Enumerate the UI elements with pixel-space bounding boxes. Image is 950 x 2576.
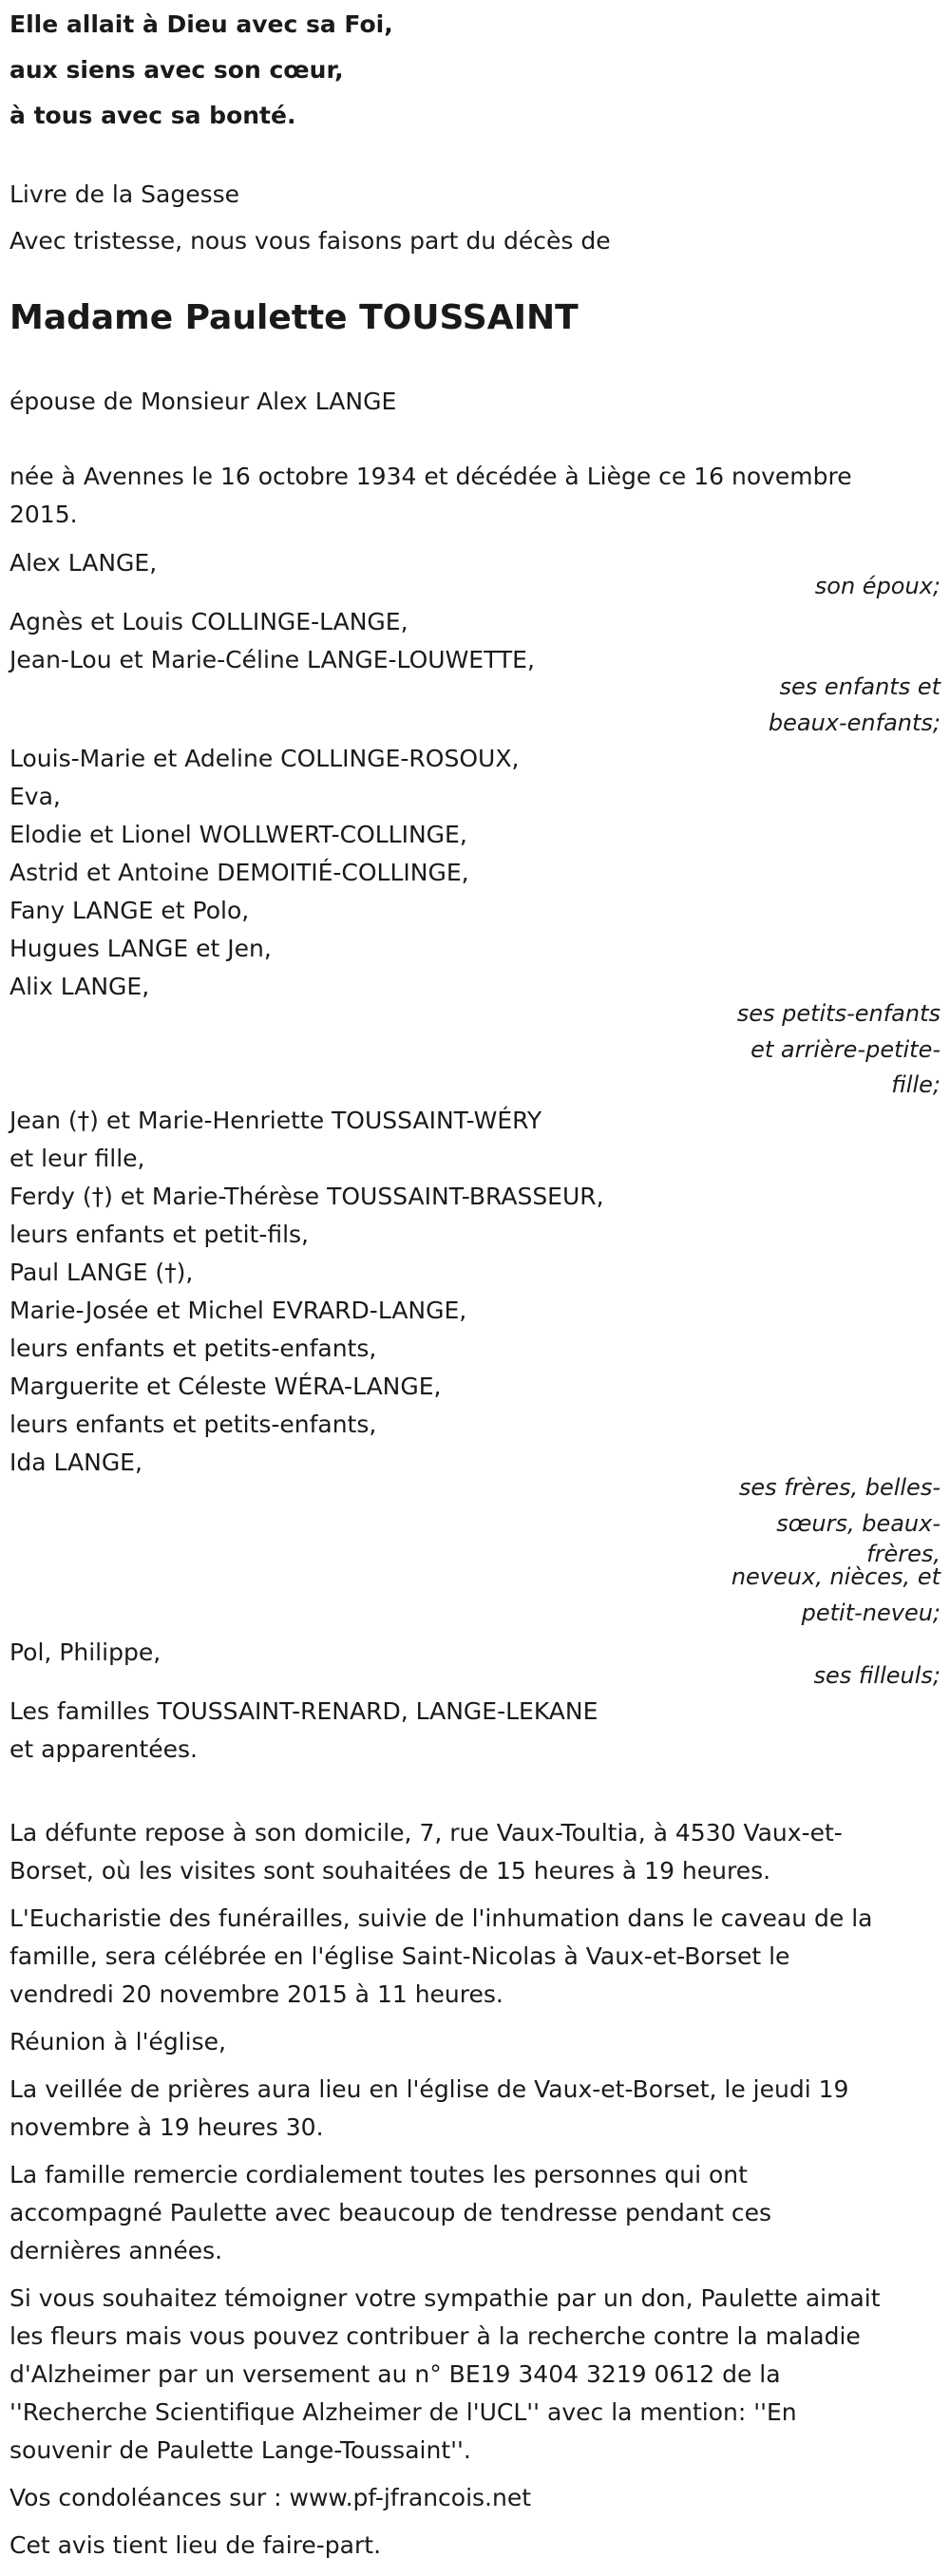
family-role: petit-neveu; [801, 1600, 940, 1626]
family-name: Jean-Lou et Marie-Céline LANGE-LOUWETTE, [10, 646, 535, 673]
family-name: Eva, [10, 783, 61, 810]
family-name: leurs enfants et petits-enfants, [10, 1411, 377, 1438]
family-name: Agnès et Louis COLLINGE-LANGE, [10, 608, 408, 635]
family-name: Louis-Marie et Adeline COLLINGE-ROSOUX, [10, 745, 520, 772]
family-name: Fany LANGE et Polo, [10, 897, 250, 924]
family-role: ses filleuls; [813, 1662, 940, 1689]
funeral-text: famille, sera célébrée en l'église Saint-Nicolas à Vaux-et-Borset le [10, 1942, 790, 1970]
birth-death: née à Avennes le 16 octobre 1934 et décédée à Liège ce 16 novembre [10, 463, 852, 490]
family-name: Alix LANGE, [10, 973, 150, 1000]
family-role: ses enfants et [779, 673, 940, 700]
rest-text: Borset, où les visites sont souhaitées de 15 heures à 19 heures. [10, 1857, 771, 1885]
family-name: Astrid et Antoine DEMOITIÉ-COLLINGE, [10, 859, 469, 886]
family-name: leurs enfants et petits-enfants, [10, 1335, 377, 1362]
family-name: Ida LANGE, [10, 1449, 142, 1476]
family-name: Elodie et Lionel WOLLWERT-COLLINGE, [10, 821, 467, 848]
thanks-text: La famille remercie cordialement toutes les personnes qui ont [10, 2161, 748, 2188]
family-name: Pol, Philippe, [10, 1638, 162, 1666]
family-name: Hugues LANGE et Jen, [10, 935, 272, 962]
rest-text: La défunte repose à son domicile, 7, rue Vaux-Toultia, à 4530 Vaux-et- [10, 1819, 843, 1847]
motto-source: Livre de la Sagesse [10, 180, 240, 208]
spouse-line: épouse de Monsieur Alex LANGE [10, 388, 397, 415]
motto-line: à tous avec sa bonté. [10, 102, 296, 129]
vigil-text: novembre à 19 heures 30. [10, 2113, 324, 2141]
family-role: ses frères, belles- [738, 1474, 940, 1501]
family-role: beaux-enfants; [768, 710, 940, 736]
family-name: Marie-Josée et Michel EVRARD-LANGE, [10, 1297, 467, 1324]
birth-death: 2015. [10, 501, 78, 528]
family-role: sœurs, beaux- [776, 1510, 940, 1537]
family-name: leurs enfants et petit-fils, [10, 1221, 310, 1248]
family-name: Paul LANGE (†), [10, 1259, 194, 1286]
meeting-text: Réunion à l'église, [10, 2028, 226, 2055]
family-role: neveux, nièces, et [731, 1563, 940, 1590]
family-role: frères, [866, 1541, 940, 1567]
vigil-text: La veillée de prières aura lieu en l'église de Vaux-et-Borset, le jeudi 19 [10, 2075, 849, 2103]
family-name: Jean (†) et Marie-Henriette TOUSSAINT-WÉRY [10, 1107, 542, 1134]
donation-text: souvenir de Paulette Lange-Toussaint''. [10, 2436, 471, 2464]
family-role: fille; [891, 1071, 940, 1098]
donation-text: les fleurs mais vous pouvez contribuer à la recherche contre la maladie [10, 2322, 861, 2350]
motto-line: Elle allait à Dieu avec sa Foi, [10, 10, 393, 38]
donation-text: Si vous souhaitez témoigner votre sympathie par un don, Paulette aimait [10, 2284, 881, 2312]
thanks-text: accompagné Paulette avec beaucoup de tendresse pendant ces [10, 2199, 771, 2226]
families-line: et apparentées. [10, 1735, 198, 1763]
funeral-text: vendredi 20 novembre 2015 à 11 heures. [10, 1980, 504, 2008]
donation-text: d'Alzheimer par un versement au n° BE19 3404 3219 0612 de la [10, 2360, 781, 2388]
notice-text: Cet avis tient lieu de faire-part. [10, 2531, 382, 2559]
motto-line: aux siens avec son cœur, [10, 56, 344, 84]
family-name: Alex LANGE, [10, 549, 158, 577]
family-name: Ferdy (†) et Marie-Thérèse TOUSSAINT-BRASSEUR, [10, 1183, 604, 1210]
donation-text: ''Recherche Scientifique Alzheimer de l'UCL'' avec la mention: ''En [10, 2398, 797, 2426]
funeral-text: L'Eucharistie des funérailles, suivie de l'inhumation dans le caveau de la [10, 1904, 873, 1932]
family-role: et arrière-petite- [750, 1036, 940, 1063]
families-line: Les familles TOUSSAINT-RENARD, LANGE-LEKANE [10, 1697, 598, 1725]
family-role: ses petits-enfants [736, 1000, 940, 1027]
family-role: son époux; [814, 573, 940, 599]
family-name: et leur fille, [10, 1145, 145, 1172]
thanks-text: dernières années. [10, 2237, 223, 2264]
announcement: Avec tristesse, nous vous faisons part du décès de [10, 227, 611, 255]
deceased-name: Madame Paulette TOUSSAINT [10, 298, 579, 337]
condolences-text: Vos condoléances sur : www.pf-jfrancois.net [10, 2484, 532, 2511]
family-name: Marguerite et Céleste WÉRA-LANGE, [10, 1373, 442, 1400]
